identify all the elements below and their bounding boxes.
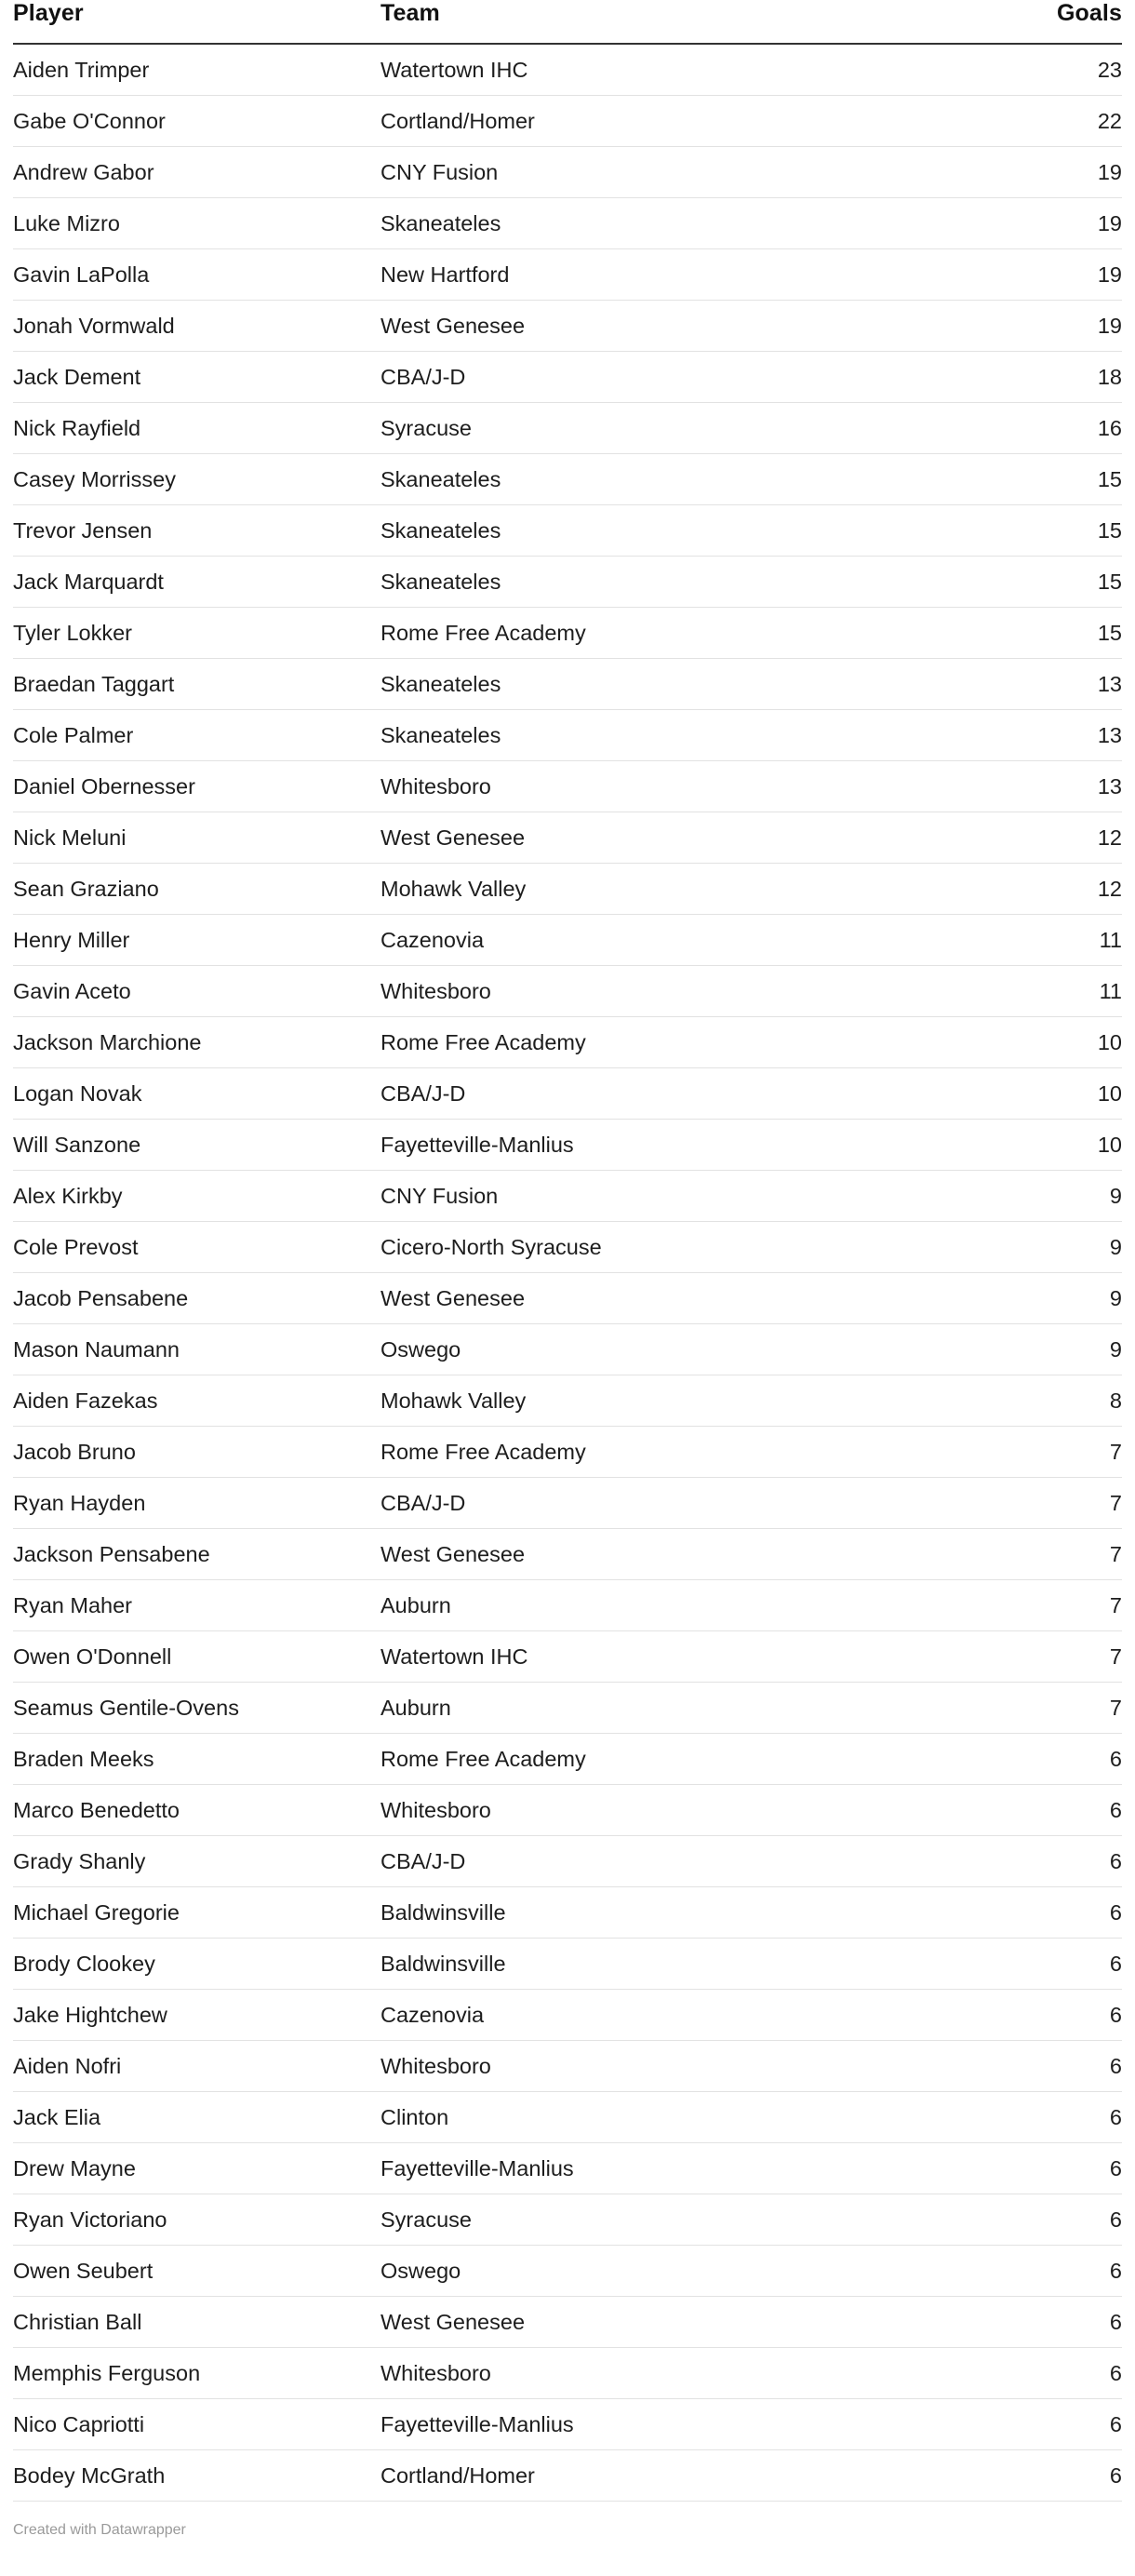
cell-team: CBA/J-D: [381, 1836, 901, 1887]
cell-goals: 10: [901, 1017, 1122, 1068]
cell-player: Aiden Fazekas: [13, 1375, 381, 1427]
cell-player: Daniel Obernesser: [13, 761, 381, 812]
cell-team: Auburn: [381, 1580, 901, 1631]
cell-team: Oswego: [381, 1324, 901, 1375]
cell-goals: 6: [901, 2246, 1122, 2297]
cell-goals: 8: [901, 1375, 1122, 1427]
cell-team: Whitesboro: [381, 761, 901, 812]
table-row: [13, 403, 1122, 454]
cell-player: Sean Graziano: [13, 864, 381, 915]
table-row: [13, 2297, 1122, 2348]
cell-goals: 13: [901, 710, 1122, 761]
cell-goals: 6: [901, 2143, 1122, 2194]
table-row: [13, 96, 1122, 147]
cell-team: West Genesee: [381, 2297, 901, 2348]
cell-goals: 7: [901, 1478, 1122, 1529]
cell-team: Whitesboro: [381, 2348, 901, 2399]
table-row: [13, 2092, 1122, 2143]
cell-player: Jake Hightchew: [13, 1990, 381, 2041]
datawrapper-credit[interactable]: Created with Datawrapper: [13, 2522, 186, 2538]
table-row: [13, 1324, 1122, 1375]
cell-team: Mohawk Valley: [381, 1375, 901, 1427]
cell-team: CNY Fusion: [381, 147, 901, 198]
table-row: [13, 1529, 1122, 1580]
cell-goals: 6: [901, 2399, 1122, 2450]
cell-team: New Hartford: [381, 249, 901, 301]
cell-goals: 15: [901, 557, 1122, 608]
cell-goals: 7: [901, 1631, 1122, 1683]
cell-goals: 9: [901, 1171, 1122, 1222]
cell-goals: 6: [901, 1785, 1122, 1836]
cell-goals: 6: [901, 1836, 1122, 1887]
cell-player: Jackson Pensabene: [13, 1529, 381, 1580]
cell-team: Cazenovia: [381, 915, 901, 966]
table-row: [13, 1734, 1122, 1785]
table-row: [13, 915, 1122, 966]
cell-goals: 12: [901, 812, 1122, 864]
table-row: [13, 710, 1122, 761]
cell-team: Baldwinsville: [381, 1887, 901, 1939]
table-row: [13, 2450, 1122, 2502]
column-header-goals[interactable]: Goals: [901, 0, 1122, 44]
cell-team: CBA/J-D: [381, 1068, 901, 1120]
cell-team: Watertown IHC: [381, 1631, 901, 1683]
cell-goals: 9: [901, 1273, 1122, 1324]
table-row: [13, 812, 1122, 864]
cell-goals: 15: [901, 608, 1122, 659]
cell-goals: 7: [901, 1529, 1122, 1580]
cell-goals: 15: [901, 505, 1122, 557]
cell-goals: 15: [901, 454, 1122, 505]
cell-player: Marco Benedetto: [13, 1785, 381, 1836]
table-row: [13, 44, 1122, 96]
cell-goals: 19: [901, 301, 1122, 352]
cell-team: Skaneateles: [381, 557, 901, 608]
cell-player: Jackson Marchione: [13, 1017, 381, 1068]
cell-goals: 6: [901, 1887, 1122, 1939]
table-row: [13, 1427, 1122, 1478]
cell-player: Andrew Gabor: [13, 147, 381, 198]
table-row: [13, 198, 1122, 249]
cell-team: West Genesee: [381, 812, 901, 864]
cell-player: Logan Novak: [13, 1068, 381, 1120]
table-row: [13, 1375, 1122, 1427]
cell-goals: 7: [901, 1683, 1122, 1734]
cell-player: Bodey McGrath: [13, 2450, 381, 2502]
cell-player: Gabe O'Connor: [13, 96, 381, 147]
cell-player: Gavin LaPolla: [13, 249, 381, 301]
cell-goals: 6: [901, 2092, 1122, 2143]
cell-team: CNY Fusion: [381, 1171, 901, 1222]
cell-player: Michael Gregorie: [13, 1887, 381, 1939]
table-row: [13, 2143, 1122, 2194]
table-row: [13, 761, 1122, 812]
cell-goals: 23: [901, 44, 1122, 96]
table-row: [13, 608, 1122, 659]
cell-goals: 16: [901, 403, 1122, 454]
table-row: [13, 2041, 1122, 2092]
cell-team: Cazenovia: [381, 1990, 901, 2041]
cell-player: Jack Elia: [13, 2092, 381, 2143]
table-row: [13, 505, 1122, 557]
cell-goals: 18: [901, 352, 1122, 403]
cell-team: Skaneateles: [381, 198, 901, 249]
cell-goals: 22: [901, 96, 1122, 147]
cell-team: Rome Free Academy: [381, 1427, 901, 1478]
cell-team: CBA/J-D: [381, 1478, 901, 1529]
cell-team: Clinton: [381, 2092, 901, 2143]
cell-goals: 12: [901, 864, 1122, 915]
table-row: [13, 2348, 1122, 2399]
cell-goals: 6: [901, 1990, 1122, 2041]
cell-player: Ryan Victoriano: [13, 2194, 381, 2246]
cell-team: West Genesee: [381, 301, 901, 352]
cell-goals: 7: [901, 1427, 1122, 1478]
column-header-player[interactable]: Player: [13, 0, 381, 44]
table-row: [13, 1068, 1122, 1120]
cell-goals: 13: [901, 659, 1122, 710]
cell-player: Aiden Nofri: [13, 2041, 381, 2092]
cell-player: Casey Morrissey: [13, 454, 381, 505]
cell-player: Memphis Ferguson: [13, 2348, 381, 2399]
cell-team: West Genesee: [381, 1529, 901, 1580]
player-goals-table: [13, 0, 1122, 2502]
cell-team: Baldwinsville: [381, 1939, 901, 1990]
cell-goals: 10: [901, 1068, 1122, 1120]
cell-team: Rome Free Academy: [381, 608, 901, 659]
cell-player: Brody Clookey: [13, 1939, 381, 1990]
table-row: [13, 1785, 1122, 1836]
cell-player: Luke Mizro: [13, 198, 381, 249]
cell-team: Mohawk Valley: [381, 864, 901, 915]
cell-player: Jonah Vormwald: [13, 301, 381, 352]
cell-player: Jacob Bruno: [13, 1427, 381, 1478]
cell-goals: 9: [901, 1222, 1122, 1273]
cell-goals: 19: [901, 198, 1122, 249]
cell-team: Skaneateles: [381, 505, 901, 557]
table-row: [13, 1478, 1122, 1529]
cell-team: Auburn: [381, 1683, 901, 1734]
cell-goals: 9: [901, 1324, 1122, 1375]
cell-player: Cole Palmer: [13, 710, 381, 761]
cell-goals: 10: [901, 1120, 1122, 1171]
cell-player: Will Sanzone: [13, 1120, 381, 1171]
cell-goals: 6: [901, 2297, 1122, 2348]
cell-player: Grady Shanly: [13, 1836, 381, 1887]
cell-team: Syracuse: [381, 2194, 901, 2246]
table-row: [13, 1273, 1122, 1324]
table-row: [13, 2399, 1122, 2450]
cell-goals: 7: [901, 1580, 1122, 1631]
table-row: [13, 659, 1122, 710]
table-row: [13, 352, 1122, 403]
cell-team: Cortland/Homer: [381, 96, 901, 147]
cell-player: Owen Seubert: [13, 2246, 381, 2297]
table-row: [13, 147, 1122, 198]
cell-player: Tyler Lokker: [13, 608, 381, 659]
table-row: [13, 1120, 1122, 1171]
cell-goals: 6: [901, 2450, 1122, 2502]
cell-goals: 6: [901, 2348, 1122, 2399]
table-row: [13, 1939, 1122, 1990]
cell-player: Henry Miller: [13, 915, 381, 966]
cell-team: Oswego: [381, 2246, 901, 2297]
cell-goals: 6: [901, 1734, 1122, 1785]
cell-team: Whitesboro: [381, 2041, 901, 2092]
cell-goals: 19: [901, 249, 1122, 301]
table-row: [13, 249, 1122, 301]
cell-goals: 11: [901, 915, 1122, 966]
table-row: [13, 2246, 1122, 2297]
cell-team: Watertown IHC: [381, 44, 901, 96]
table-row: [13, 1631, 1122, 1683]
cell-player: Alex Kirkby: [13, 1171, 381, 1222]
table-row: [13, 1580, 1122, 1631]
cell-player: Nick Meluni: [13, 812, 381, 864]
table-header: [13, 0, 1122, 44]
cell-goals: 6: [901, 2194, 1122, 2246]
table-row: [13, 1017, 1122, 1068]
cell-player: Jack Marquardt: [13, 557, 381, 608]
cell-team: Syracuse: [381, 403, 901, 454]
cell-player: Owen O'Donnell: [13, 1631, 381, 1683]
cell-player: Jacob Pensabene: [13, 1273, 381, 1324]
cell-team: CBA/J-D: [381, 352, 901, 403]
cell-goals: 6: [901, 1939, 1122, 1990]
table-row: [13, 864, 1122, 915]
table-row: [13, 1887, 1122, 1939]
cell-team: Skaneateles: [381, 659, 901, 710]
table-body: [13, 44, 1122, 2502]
cell-player: Drew Mayne: [13, 2143, 381, 2194]
cell-team: Whitesboro: [381, 966, 901, 1017]
cell-team: Rome Free Academy: [381, 1734, 901, 1785]
cell-player: Seamus Gentile-Ovens: [13, 1683, 381, 1734]
table-row: [13, 1836, 1122, 1887]
column-header-team[interactable]: Team: [381, 0, 901, 44]
table-row: [13, 301, 1122, 352]
table-row: [13, 557, 1122, 608]
cell-player: Nico Capriotti: [13, 2399, 381, 2450]
table-row: [13, 454, 1122, 505]
cell-goals: 19: [901, 147, 1122, 198]
table-header-row: [13, 0, 1122, 44]
table-row: [13, 1990, 1122, 2041]
cell-player: Gavin Aceto: [13, 966, 381, 1017]
cell-goals: 11: [901, 966, 1122, 1017]
table-row: [13, 1171, 1122, 1222]
cell-player: Nick Rayfield: [13, 403, 381, 454]
cell-team: Cicero-North Syracuse: [381, 1222, 901, 1273]
cell-team: Fayetteville-Manlius: [381, 2143, 901, 2194]
cell-player: Braden Meeks: [13, 1734, 381, 1785]
cell-goals: 13: [901, 761, 1122, 812]
cell-player: Ryan Maher: [13, 1580, 381, 1631]
cell-player: Christian Ball: [13, 2297, 381, 2348]
cell-team: West Genesee: [381, 1273, 901, 1324]
cell-team: Cortland/Homer: [381, 2450, 901, 2502]
cell-team: Rome Free Academy: [381, 1017, 901, 1068]
cell-goals: 6: [901, 2041, 1122, 2092]
cell-team: Skaneateles: [381, 454, 901, 505]
cell-player: Cole Prevost: [13, 1222, 381, 1273]
table-row: [13, 2194, 1122, 2246]
cell-team: Skaneateles: [381, 710, 901, 761]
table-row: [13, 1222, 1122, 1273]
cell-team: Fayetteville-Manlius: [381, 1120, 901, 1171]
cell-team: Fayetteville-Manlius: [381, 2399, 901, 2450]
cell-player: Mason Naumann: [13, 1324, 381, 1375]
table-row: [13, 1683, 1122, 1734]
table-row: [13, 966, 1122, 1017]
cell-player: Trevor Jensen: [13, 505, 381, 557]
cell-team: Whitesboro: [381, 1785, 901, 1836]
cell-player: Braedan Taggart: [13, 659, 381, 710]
cell-player: Jack Dement: [13, 352, 381, 403]
cell-player: Aiden Trimper: [13, 44, 381, 96]
cell-player: Ryan Hayden: [13, 1478, 381, 1529]
